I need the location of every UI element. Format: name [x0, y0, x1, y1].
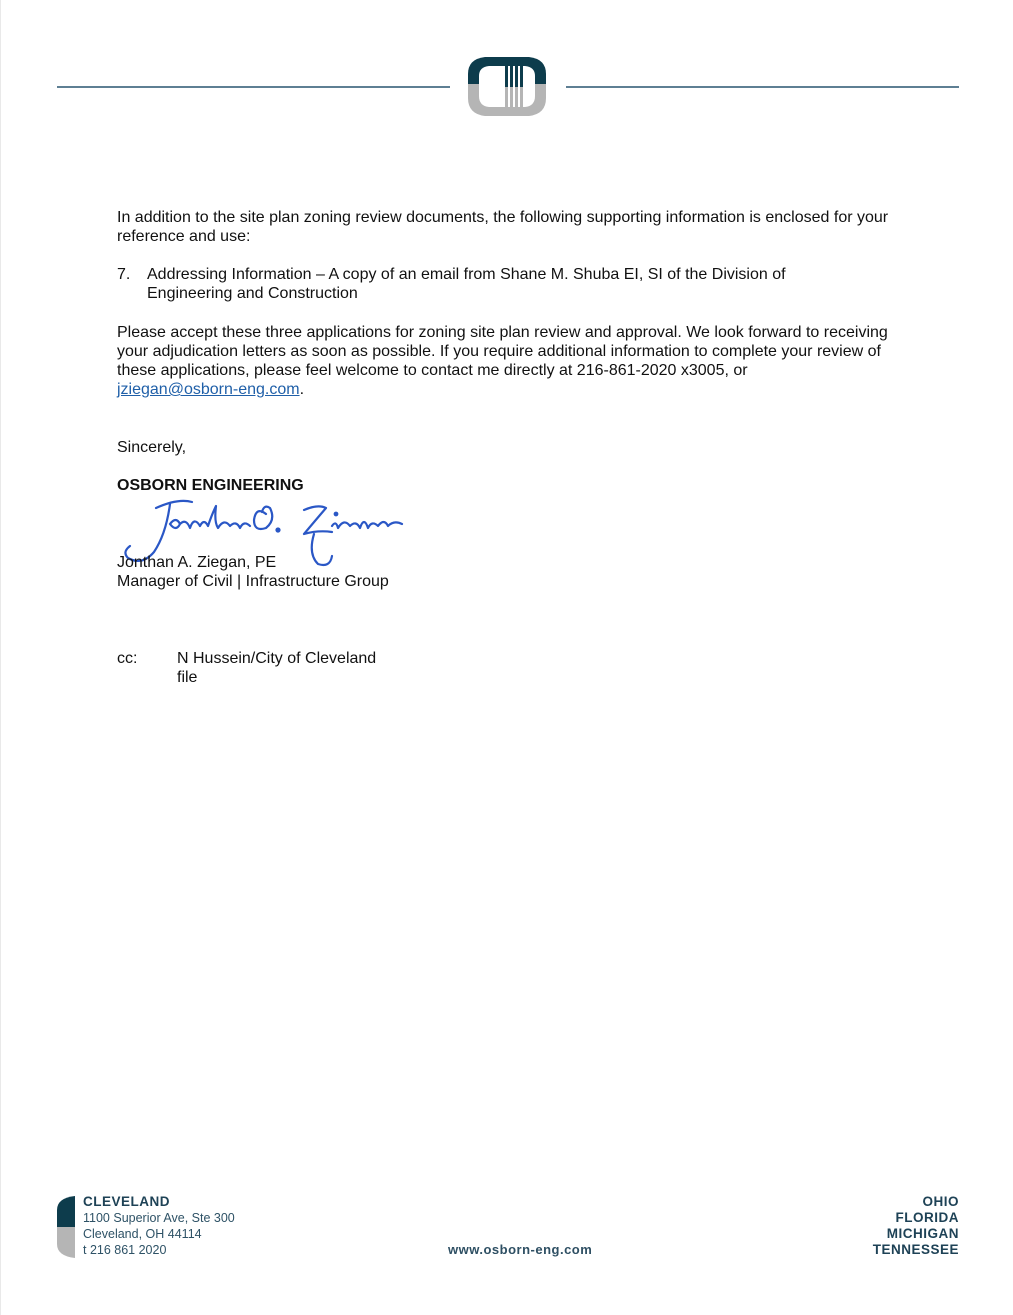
footer-state: TENNESSEE — [872, 1242, 959, 1257]
footer-website-link[interactable]: www.osborn-eng.com — [448, 1242, 593, 1257]
footer-address — [83, 1194, 235, 1258]
closing: Sincerely, — [117, 439, 187, 456]
list-item-text: Addressing Information – A copy of an email from Shane M. Shuba EI, SI of the Division of Engineering and Construction — [147, 266, 786, 302]
request-paragraph — [117, 323, 907, 399]
header-rule-left — [57, 86, 450, 88]
osborn-arch-logo-icon — [465, 54, 549, 120]
signer-name: Jonthan A. Ziegan, PE — [117, 554, 277, 571]
footer-city: CLEVELAND — [83, 1194, 171, 1209]
footer-address-line: 1100 Superior Ave, Ste 300 — [83, 1211, 235, 1225]
email-suffix: . — [299, 381, 305, 398]
cc-label: cc: — [117, 650, 138, 667]
footer-address-line: Cleveland, OH 44114 — [83, 1227, 202, 1241]
footer-phone: t 216 861 2020 — [83, 1243, 167, 1257]
footer-state: OHIO — [922, 1194, 959, 1209]
footer-state: MICHIGAN — [886, 1226, 959, 1241]
footer-state: FLORIDA — [895, 1210, 959, 1225]
intro-paragraph: In addition to the site plan zoning review documents, the following supporting information is enclosed for your reference and use: — [117, 209, 889, 245]
footer-states — [873, 1194, 959, 1258]
header-rule-right — [566, 86, 959, 88]
cc-recipient: N Hussein/City of Cleveland — [177, 650, 377, 667]
company-name: OSBORN ENGINEERING — [117, 477, 304, 494]
signer-title: Manager of Civil | Infrastructure Group — [117, 573, 389, 590]
footer-brand-mark-icon — [57, 1196, 75, 1258]
request-text: Please accept these three applications for zoning site plan review and approval. We look forward to receiving your adjudication letters as soon as possible. If you require additional information to complete your review of these applications, please feel welcome to contact me directly at 216-861-2020 x3005, or — [117, 324, 888, 379]
list-item-number: 7. — [117, 266, 131, 283]
cc-recipient: file — [177, 669, 198, 686]
email-link[interactable]: jziegan@osborn-eng.com — [117, 381, 300, 398]
